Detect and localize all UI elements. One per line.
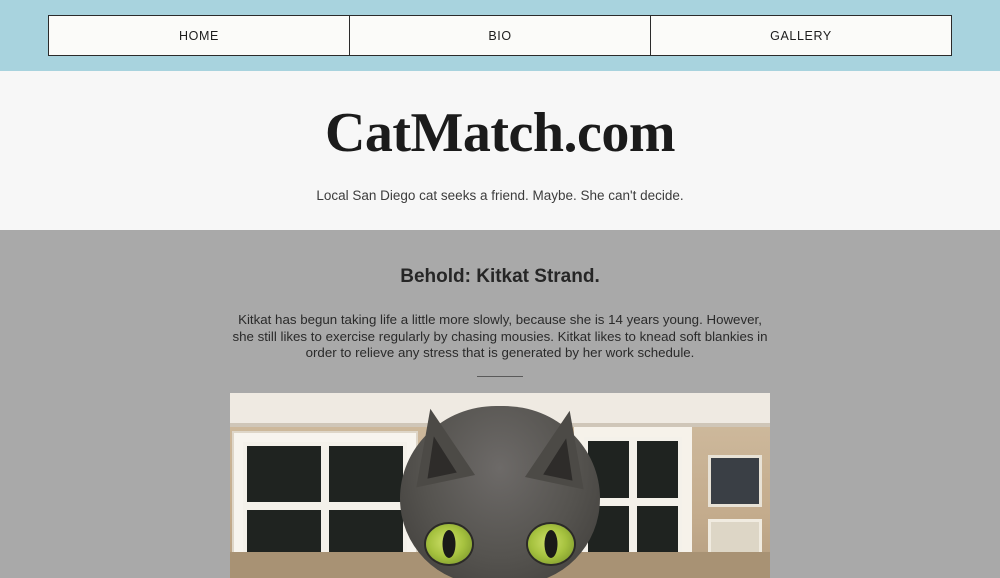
bio-paragraph: Kitkat has begun taking life a little more slowly, because she is 14 years young. However, she still likes to exercise regularly by chasing mousies. Kitkat likes to knead soft blankies in order to relieve any stress that is generated by her work schedule. (232, 312, 768, 361)
page-title: CatMatch.com (324, 101, 676, 164)
site-tagline: Local San Diego cat seeks a friend. Maybe. She can't decide. (316, 188, 684, 204)
nav-item-bio[interactable] (350, 16, 651, 55)
cat-pupil-right (545, 530, 558, 558)
nav-item-home[interactable] (49, 16, 350, 55)
nav-item-bio-label: BIO (488, 28, 512, 43)
cat-eye-right (528, 524, 574, 564)
window-pane (637, 441, 678, 498)
cat-subject (375, 393, 625, 578)
wall-picture-frame (708, 455, 762, 507)
content-divider (477, 376, 523, 377)
window-pane (247, 446, 321, 502)
cat-photo-image (230, 393, 770, 578)
site-header (0, 71, 1000, 230)
section-title: Behold: Kitkat Strand. (400, 266, 600, 287)
cat-head (400, 406, 600, 578)
top-navigation-bar (0, 0, 1000, 71)
cat-photo (230, 393, 770, 578)
cat-eye-left (426, 524, 472, 564)
nav-list (48, 15, 952, 56)
main-content (0, 230, 1000, 578)
nav-item-home-label: HOME (179, 28, 219, 43)
nav-item-gallery[interactable] (651, 16, 951, 55)
nav-item-gallery-label: GALLERY (770, 28, 832, 43)
cat-pupil-left (443, 530, 456, 558)
